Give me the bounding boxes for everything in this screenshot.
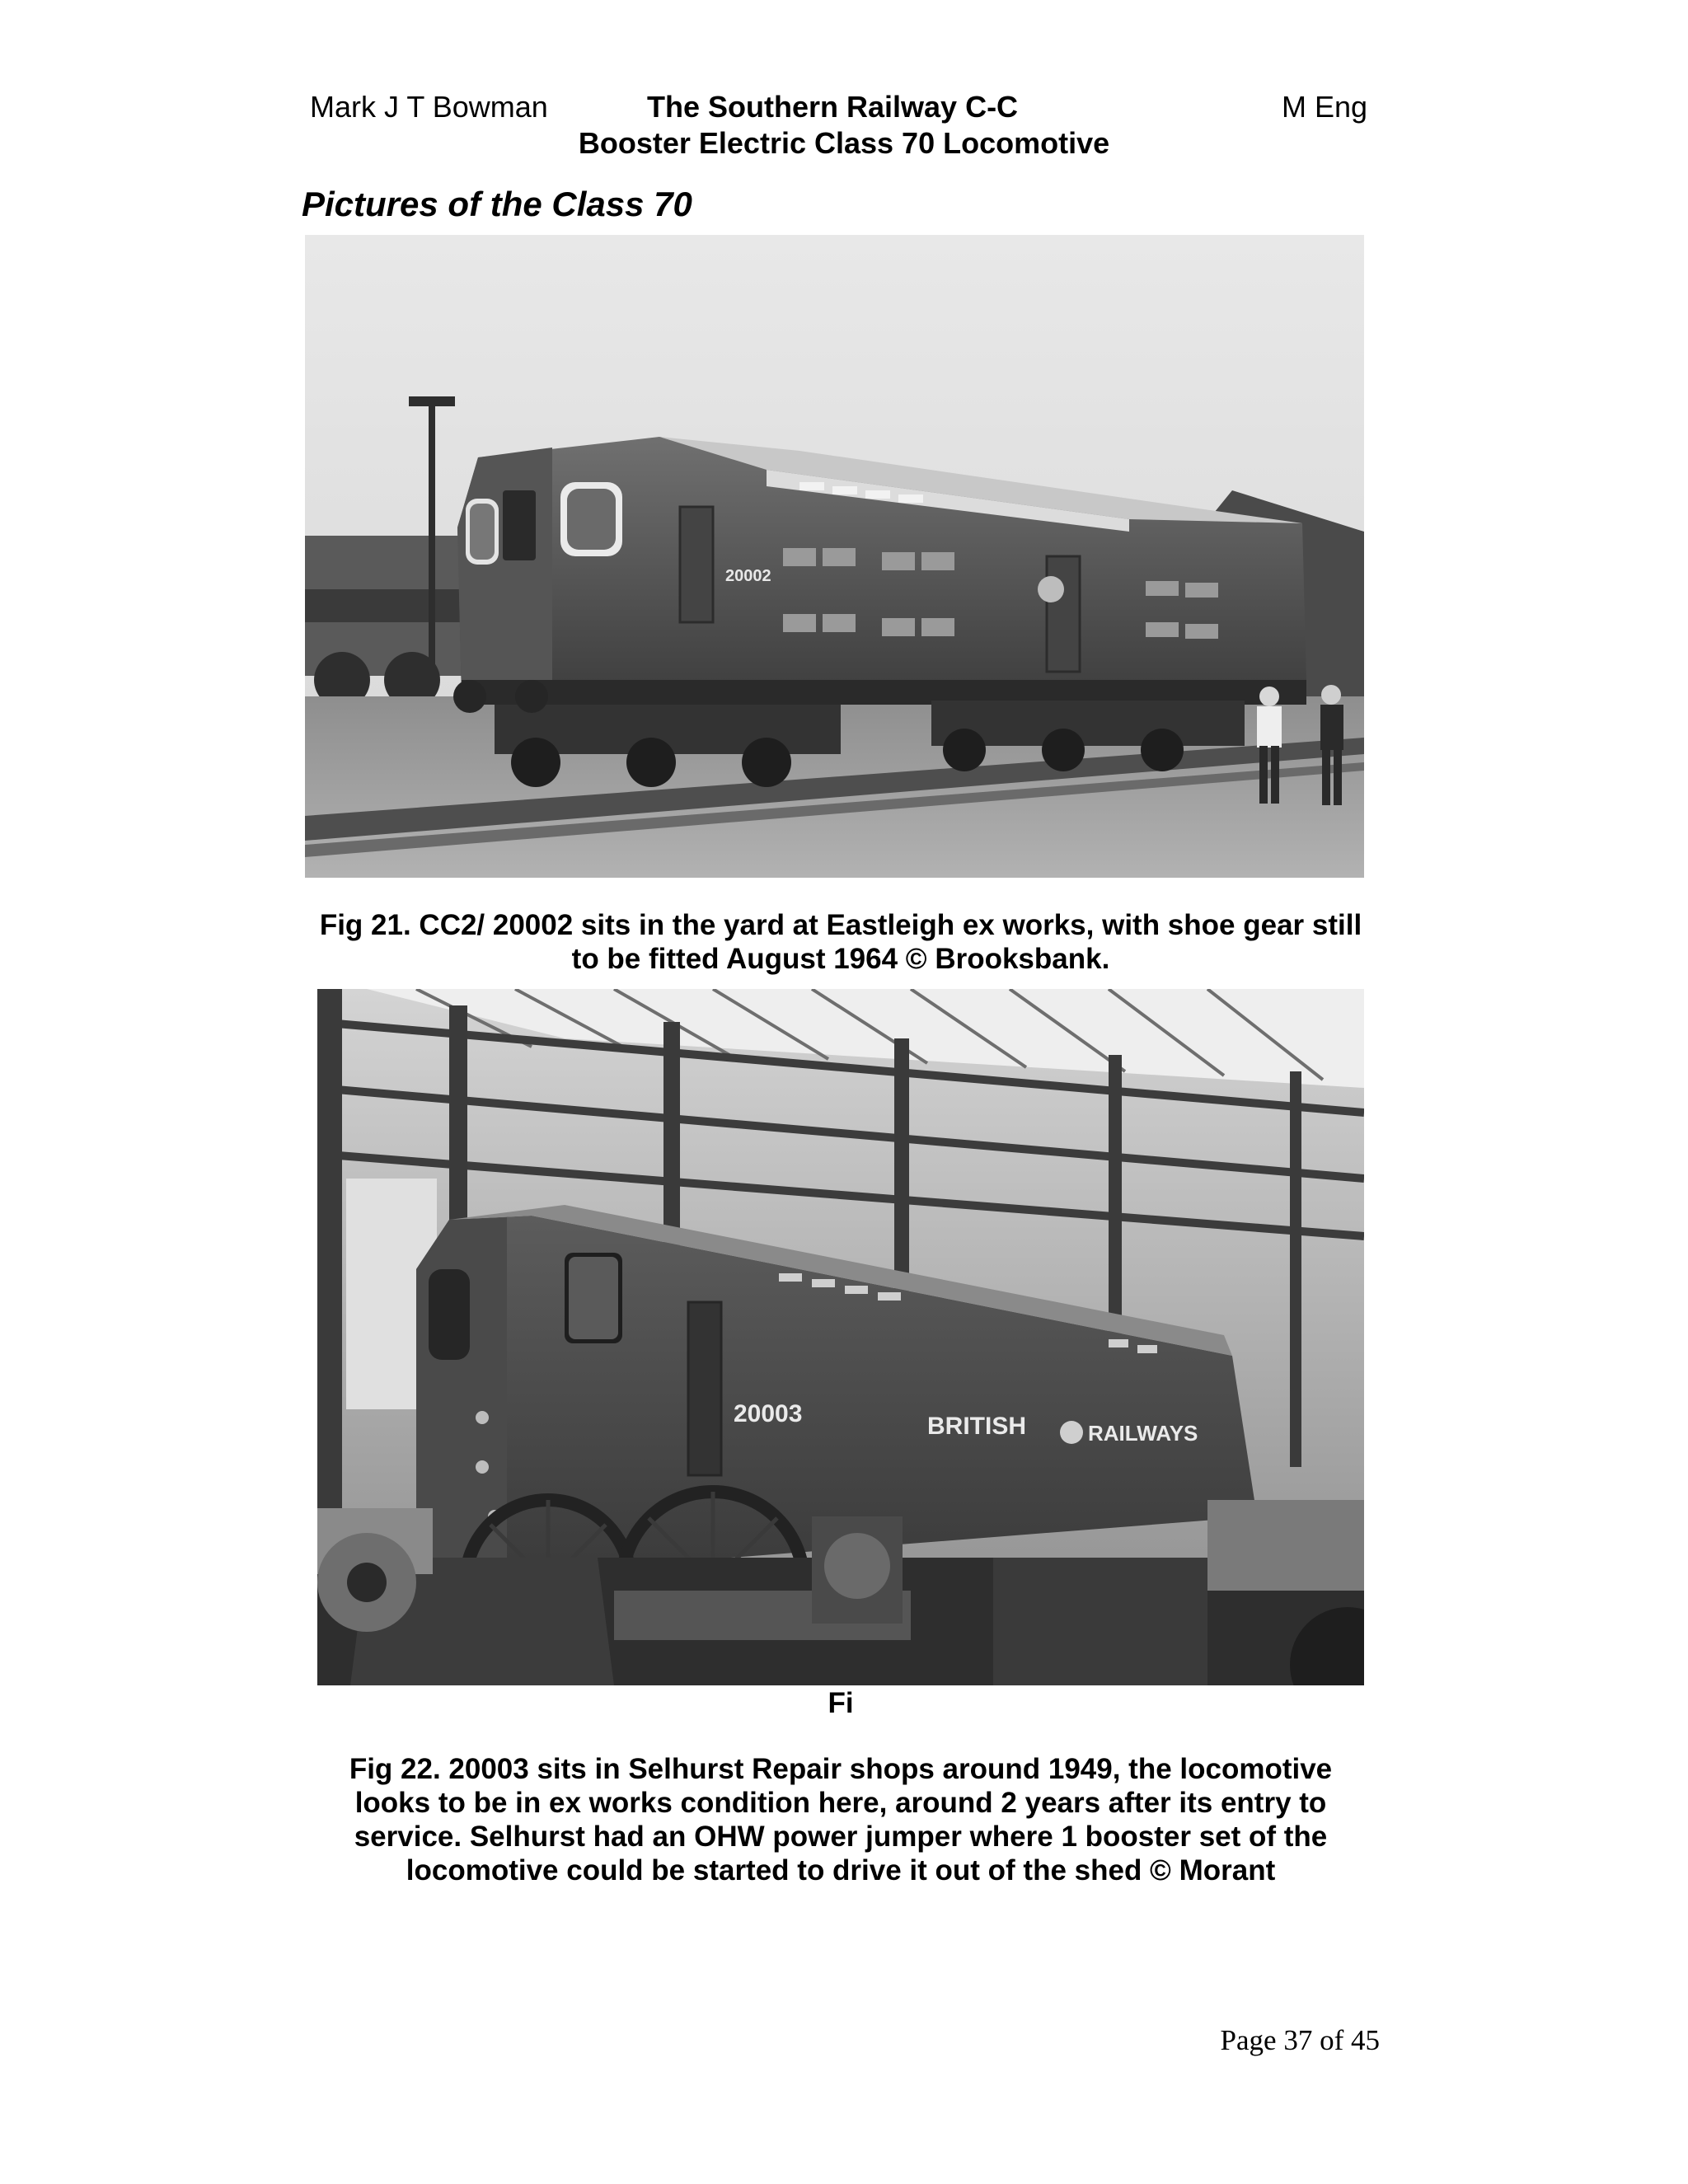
figure-21-photo (305, 235, 1364, 878)
locomotive-number-20002: 20002 (725, 567, 771, 585)
header-title-line2: Booster Electric Class 70 Locomotive (578, 126, 1110, 160)
locomotive-lettering-british: BRITISH (927, 1413, 1026, 1440)
figure-22-photo (317, 989, 1364, 1685)
page-number: Page 37 of 45 (1220, 2024, 1380, 2056)
figure-22-caption: Fig 22. 20003 sits in Selhurst Repair shops around 1949, the locomotive looks to be in ex works condition here, around 2 years after its entry to service. Selhurst had an OHW power jumper where 1 booster set of the locomotive could be started to drive it out of the shed © Morant (349, 1753, 1333, 1886)
locomotive-lettering-railways: RAILWAYS (1088, 1421, 1198, 1446)
locomotive-number-20003: 20003 (734, 1400, 803, 1427)
section-heading: Pictures of the Class 70 (302, 185, 692, 223)
header-degree: M Eng (1282, 90, 1368, 124)
header-title-line1: The Southern Railway C-C (647, 90, 1019, 124)
figure-22-caption-stub: Fi (828, 1687, 854, 1719)
figure-21-caption: Fig 21. CC2/ 20002 sits in the yard at Eastleigh ex works, with shoe gear still to be fitted August 1964 © Brooksbank. (319, 909, 1362, 975)
header-author: Mark J T Bowman (310, 90, 548, 124)
